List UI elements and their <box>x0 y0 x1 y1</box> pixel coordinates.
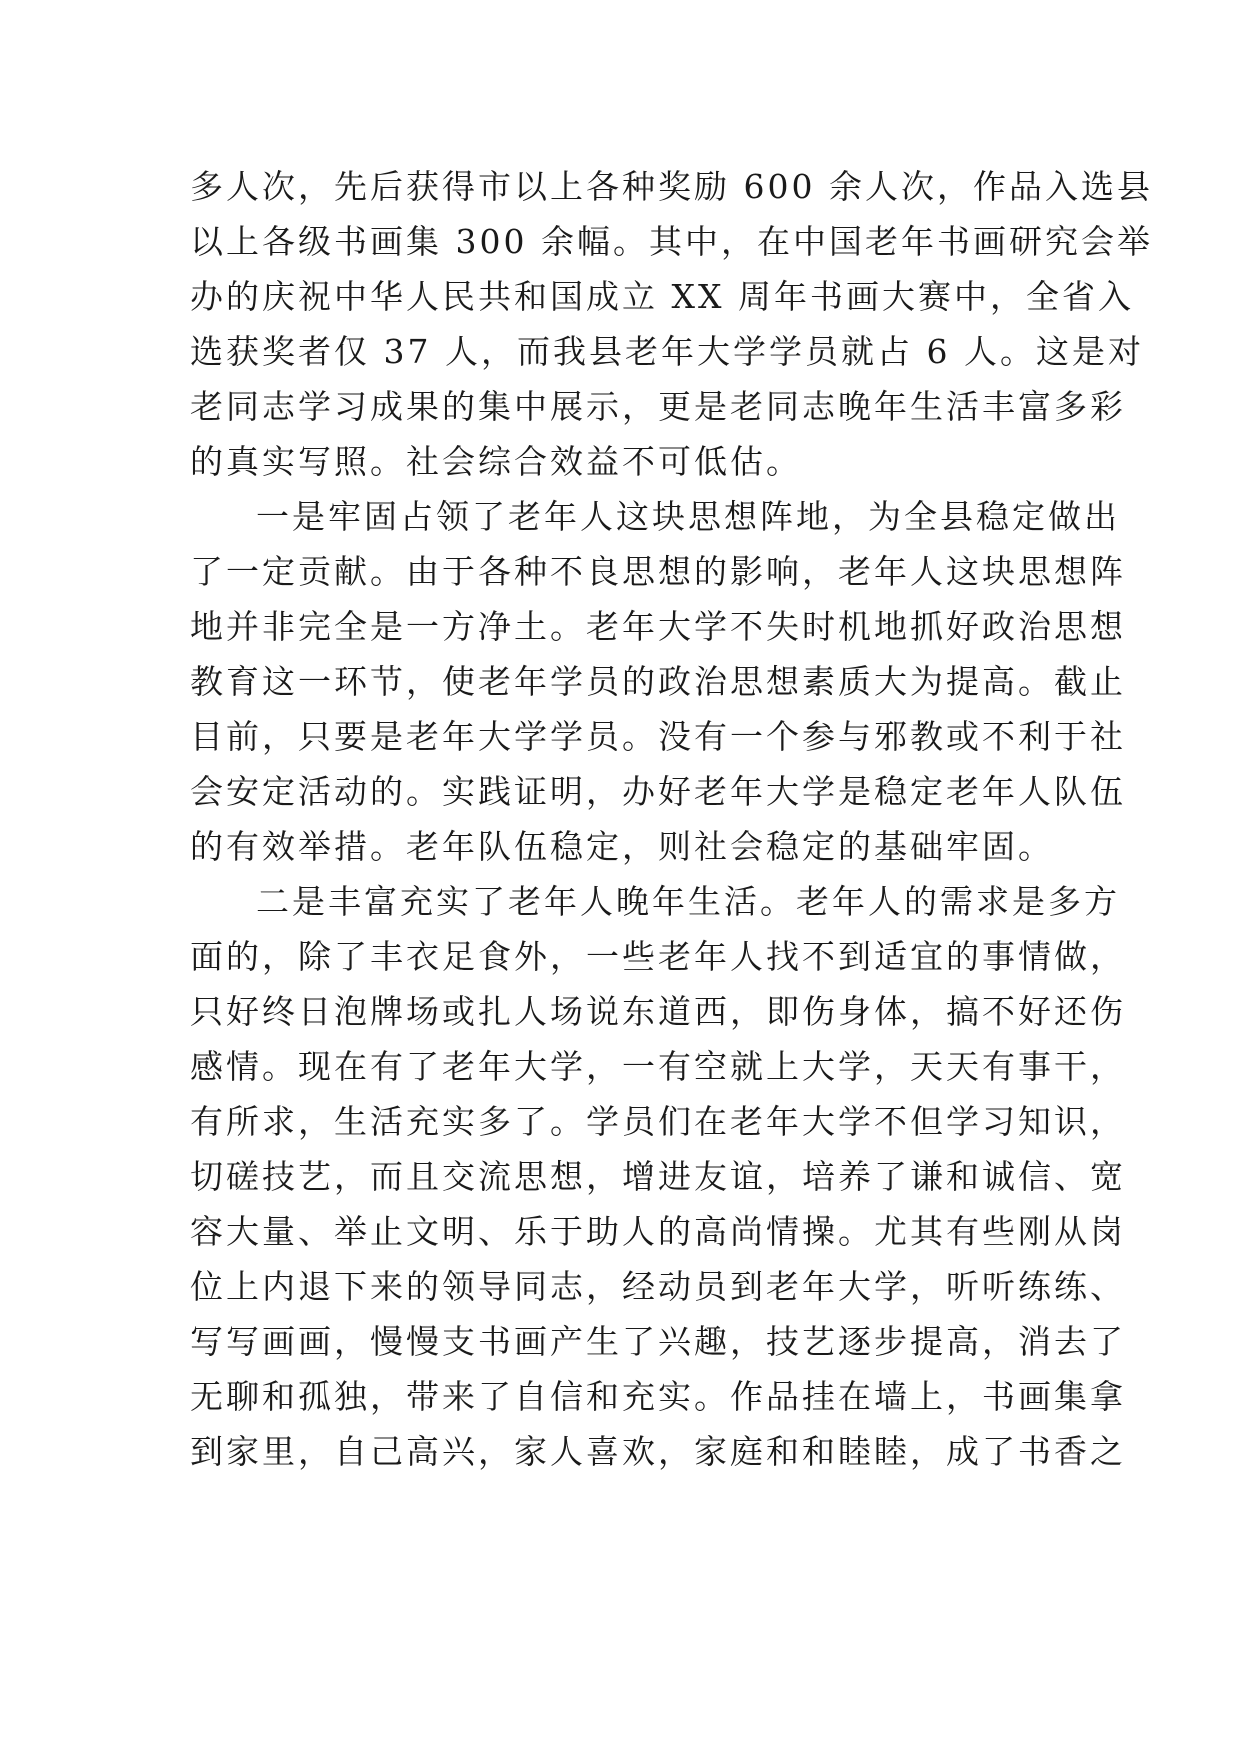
text-line: 老同志学习成果的集中展示，更是老同志晚年生活丰富多彩 <box>190 387 1126 426</box>
text-line: 多人次，先后获得市以上各种奖励 600 余人次，作品入选县 <box>190 167 1153 206</box>
paragraph <box>190 159 1153 489</box>
text-line: 位上内退下来的领导同志，经动员到老年大学，听听练练、 <box>190 1267 1126 1306</box>
text-line: 切磋技艺，而且交流思想，增进友谊，培养了谦和诚信、宽 <box>190 1157 1126 1196</box>
text-line: 二是丰富充实了老年人晚年生活。老年人的需求是多方 <box>256 882 1120 921</box>
text-line: 写写画画，慢慢支书画产生了兴趣，技艺逐步提高，消去了 <box>190 1322 1126 1361</box>
text-line: 到家里，自己高兴，家人喜欢，家庭和和睦睦，成了书香之 <box>190 1432 1126 1471</box>
text-line: 容大量、举止文明、乐于助人的高尚情操。尤其有些刚从岗 <box>190 1212 1126 1251</box>
text-line: 以上各级书画集 300 余幅。其中，在中国老年书画研究会举 <box>190 222 1153 261</box>
text-line: 面的，除了丰衣足食外，一些老年人找不到适宜的事情做， <box>190 937 1126 976</box>
text-line: 地并非完全是一方净土。老年大学不失时机地抓好政治思想 <box>190 607 1126 646</box>
text-line: 一是牢固占领了老年人这块思想阵地，为全县稳定做出 <box>256 497 1120 536</box>
paragraph <box>190 489 1126 874</box>
text-line: 会安定活动的。实践证明，办好老年大学是稳定老年人队伍 <box>190 772 1126 811</box>
text-line: 教育这一环节，使老年学员的政治思想素质大为提高。截止 <box>190 662 1126 701</box>
text-line: 选获奖者仅 37 人，而我县老年大学学员就占 6 人。这是对 <box>190 332 1144 371</box>
text-line: 感情。现在有了老年大学，一有空就上大学，天天有事干， <box>190 1047 1126 1086</box>
body-text <box>190 159 1153 1479</box>
text-line: 只好终日泡牌场或扎人场说东道西，即伤身体，搞不好还伤 <box>190 992 1126 1031</box>
text-line: 的有效举措。老年队伍稳定，则社会稳定的基础牢固。 <box>190 827 1054 866</box>
text-line: 了一定贡献。由于各种不良思想的影响，老年人这块思想阵 <box>190 552 1126 591</box>
text-line: 的真实写照。社会综合效益不可低估。 <box>190 442 802 481</box>
text-line: 有所求，生活充实多了。学员们在老年大学不但学习知识， <box>190 1102 1126 1141</box>
text-line: 办的庆祝中华人民共和国成立 XX 周年书画大赛中，全省入 <box>190 277 1134 316</box>
paragraph <box>190 874 1126 1479</box>
text-line: 目前，只要是老年大学学员。没有一个参与邪教或不利于社 <box>190 717 1126 756</box>
text-line: 无聊和孤独，带来了自信和充实。作品挂在墙上，书画集拿 <box>190 1377 1126 1416</box>
